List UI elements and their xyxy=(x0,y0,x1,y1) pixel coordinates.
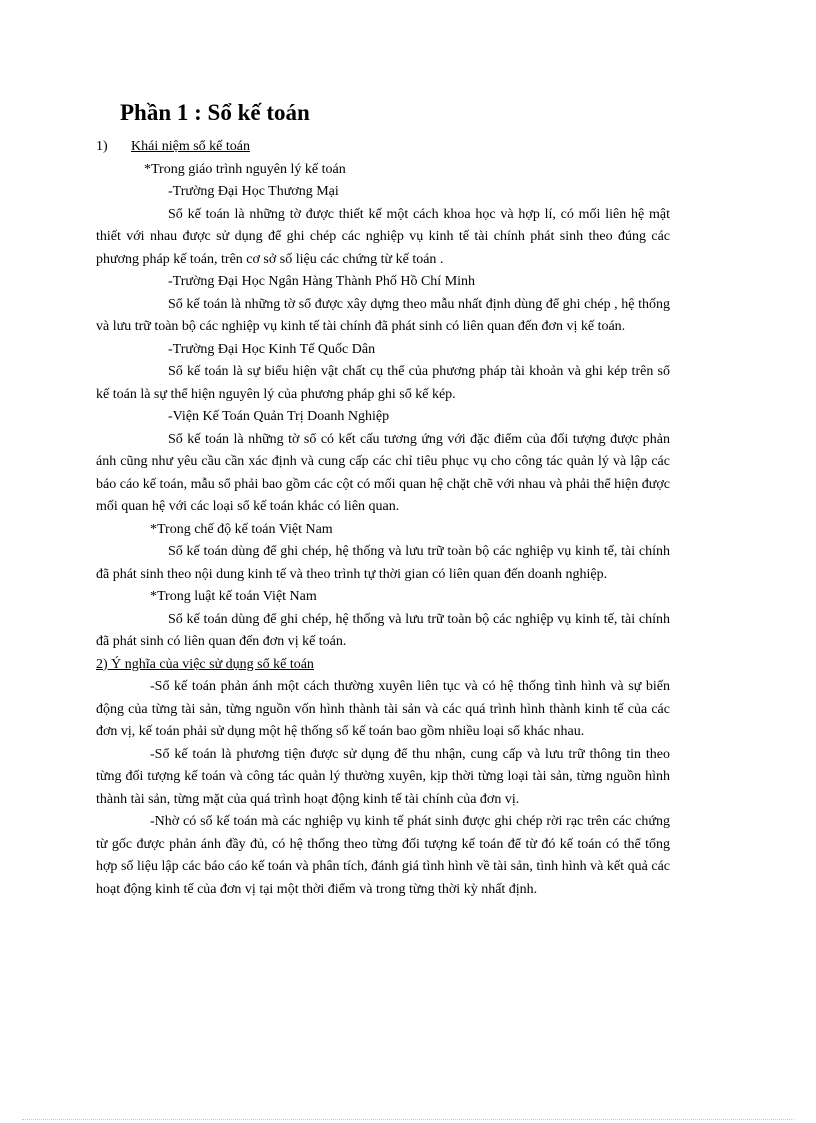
section2-para1: -Sổ kế toán phản ánh một cách thường xuyên liên tục và có hệ thống tình hình và sự biến động của từng tài sản, từng nguồn vốn hình thành tài sản và các quá trình hình thành kinh tế của các đơn vị, kế toán phải sử dụng một hệ thống sổ kế toán bao gồm nhiều loại sổ khác nhau. xyxy=(96,679,670,739)
source2-name: -Trường Đại Học Ngân Hàng Thành Phố Hồ Chí Minh xyxy=(168,274,476,289)
section2-para3: -Nhờ có sổ kế toán mà các nghiệp vụ kinh tế phát sinh được ghi chép rời rạc trên các chứng từ gốc được phản ánh đầy đủ, có hệ thống theo từng đối tượng kế toán để từ đó kế toán có thể tổng hợp số liệu lập các báo cáo kế toán và phân tích, đánh giá tình hình về tài sản, tình hình và kết quả các hoạt động kinh tế của đơn vị tại một thời điểm và trong từng thời kỳ nhất định. xyxy=(96,814,670,897)
regime-intro: *Trong chế độ kế toán Việt Nam xyxy=(150,521,333,537)
source3-name: -Trường Đại Học Kinh Tế Quốc Dân xyxy=(168,341,376,357)
section2-heading: 2) Ý nghĩa của việc sử dụng sổ kế toán xyxy=(96,656,314,672)
law-text: Sổ kế toán dùng để ghi chép, hệ thống và lưu trữ toàn bộ các nghiệp vụ kinh tế, tài chính đã phát sinh có liên quan đến đơn vị kế toán. xyxy=(96,611,670,649)
source4-text: Sổ kế toán là những tờ sổ có kết cấu tương ứng với đặc điểm của đối tượng được phản ánh cũng như yêu cầu cần xác định và cung cấp các chỉ tiêu phục vụ cho công tác quản lý và lập các báo cáo kế toán, mẫu sổ phải bao gồm các cột có mối quan hệ chặt chẽ với nhau và phải thể hiện được mối quan hệ với các loại sổ kế toán khác có liên quan. xyxy=(96,431,670,514)
law-intro: *Trong luật kế toán Việt Nam xyxy=(150,589,317,604)
section1-number: 1) xyxy=(96,139,108,154)
textbook-intro: *Trong giáo trình nguyên lý kế toán xyxy=(144,161,346,177)
regime-text: Sổ kế toán dùng để ghi chép, hệ thống và lưu trữ toàn bộ các nghiệp vụ kinh tế, tài chính đã phát sinh theo nội dung kinh tế và theo trình tự thời gian có liên quan đến doanh nghiệp. xyxy=(96,544,670,582)
page-title: Phần 1 : Sổ kế toán xyxy=(120,100,310,125)
source1-text: Sổ kế toán là những tờ được thiết kế một cách khoa học và hợp lí, có mối liên hệ mật thiết với nhau được sử dụng để ghi chép các nghiệp vụ kinh tế tài chính phát sinh theo đúng các phương pháp kế toán, trên cơ sở số liệu các chứng từ kế toán . xyxy=(96,206,670,267)
source2-text: Sổ kế toán là những tờ sổ được xây dựng theo mẫu nhất định dùng để ghi chép , hệ thống và lưu trữ toàn bộ các nghiệp vụ kinh tế tài chính đã phát sinh có liên quan đến đơn vị kế toán. xyxy=(96,296,670,334)
source4-name: -Viện Kế Toán Quản Trị Doanh Nghiệp xyxy=(168,409,390,424)
section1-title: Khái niệm sổ kế toán xyxy=(131,139,250,154)
page-bottom-border xyxy=(22,1119,794,1120)
source3-text: Sổ kế toán là sự biểu hiện vật chất cụ thể của phương pháp tài khoản và ghi kép trên sổ kế toán là sự thể hiện nguyên lý của phương pháp ghi sổ kế kép. xyxy=(96,364,670,402)
source1-name: -Trường Đại Học Thương Mại xyxy=(168,184,339,199)
section1-heading xyxy=(96,136,670,159)
section2-para2: -Sổ kế toán là phương tiện được sử dụng để thu nhận, cung cấp và lưu trữ thông tin theo từng đối tượng kế toán và công tác quản lý thường xuyên, kịp thời từng loại tài sản, từng nguồn hình thành tài sản, từng mặt của quá trình hoạt động kinh tế tài chính của đơn vị. xyxy=(96,746,670,807)
document-body xyxy=(96,136,670,901)
